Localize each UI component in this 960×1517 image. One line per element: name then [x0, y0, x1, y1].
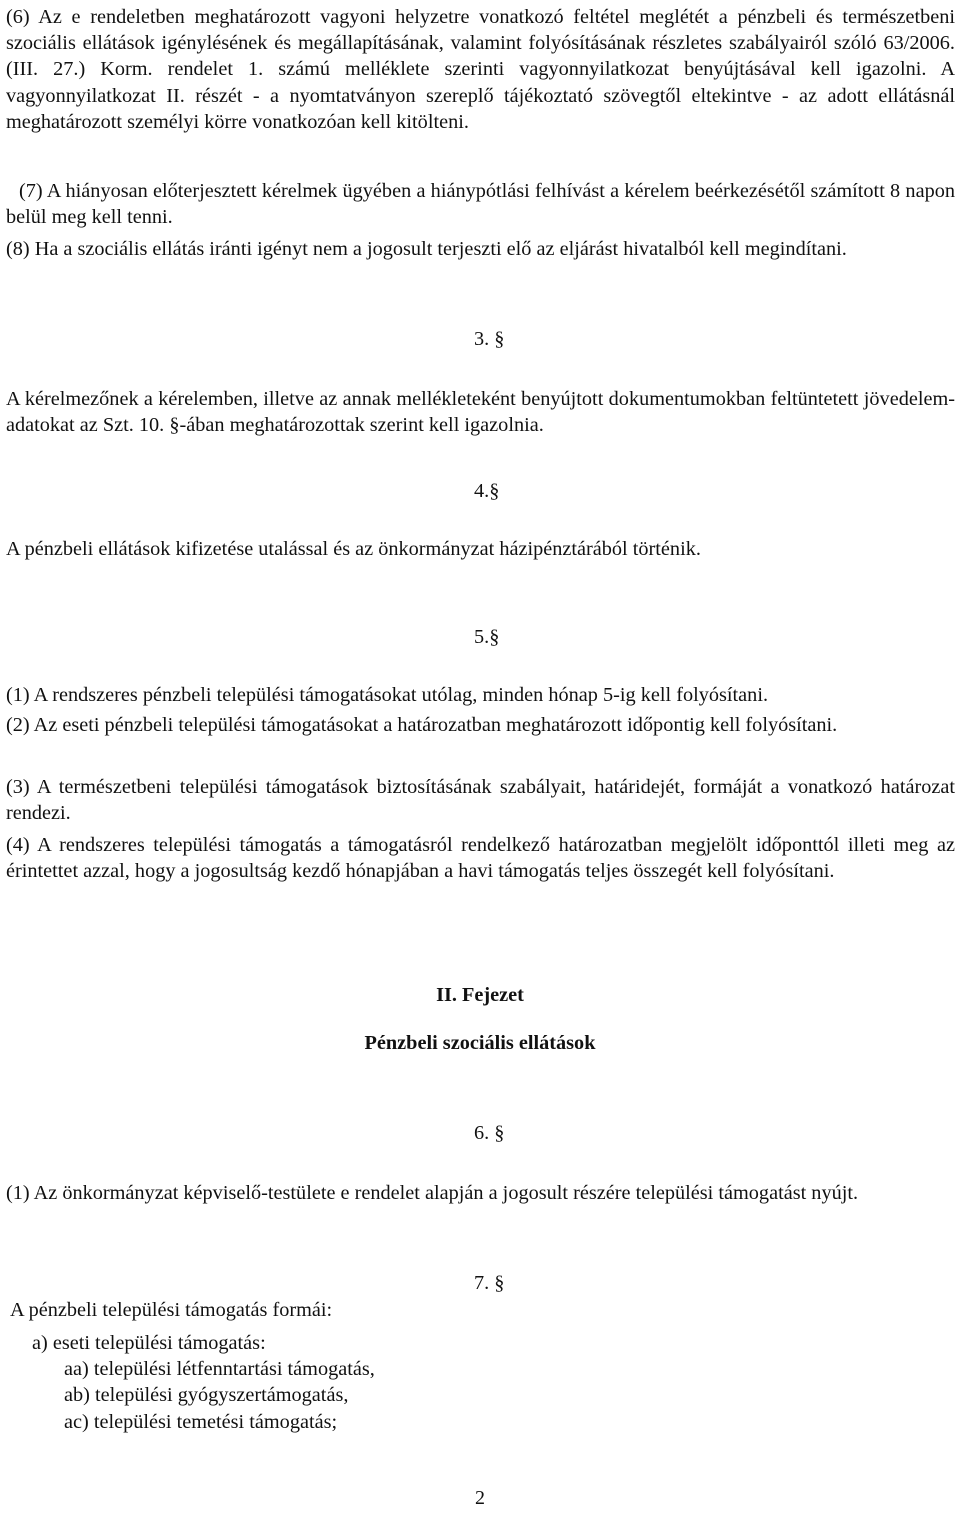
section-6-heading: 6. §: [474, 1122, 505, 1144]
section-4-heading: 4.§: [474, 480, 500, 502]
list-item: ab) települési gyógyszertámogatás,: [64, 1384, 349, 1407]
section-5-paragraph-3: (3) A természetbeni települési támogatások biztosításának szabályait, határidejét, formáját a vonatkozó határozat rendezi.: [6, 776, 955, 825]
list-item: aa) települési létfenntartási támogatás,: [64, 1358, 375, 1381]
section-3-text: A kérelmezőnek a kérelemben, illetve az annak mellékleteként benyújtott dokumentumokban feltüntetett jövedelem-adatokat az Szt. 10. §-ában meghatározottak szerint kell igazolnia.: [6, 388, 955, 437]
section-4-text: A pénzbeli ellátások kifizetése utalással és az önkormányzat házipénztárából történik.: [6, 538, 701, 560]
section-5-paragraph-4: (4) A rendszeres települési támogatás a támogatásról rendelkező határozatban megjelölt időponttól illeti meg az érintettet azzal, hogy a jogosultság kezdő hónapjában a havi támogatás teljes összegét kell folyósítani.: [6, 834, 955, 883]
paragraph-8: (8) Ha a szociális ellátás iránti igényt nem a jogosult terjeszti elő az eljárást hivatalból kell megindítani.: [6, 238, 847, 260]
paragraph-7: (7) A hiányosan előterjesztett kérelmek ügyében a hiánypótlási felhívást a kérelem beérkezésétől számított 8 napon belül meg kell tenni.: [6, 180, 955, 229]
section-7-heading: 7. §: [474, 1272, 505, 1294]
section-5-paragraph-1: (1) A rendszeres pénzbeli települési támogatásokat utólag, minden hónap 5-ig kell folyósítani.: [6, 684, 769, 706]
chapter-number: II. Fejezet: [436, 984, 524, 1006]
support-forms-list: [8, 1330, 375, 1435]
paragraph-6: (6) Az e rendeletben meghatározott vagyoni helyzetre vonatkozó feltétel meglétét a pénzbeli és természetbeni szociális ellátások igénylésének és megállapításának, valamint folyósításának részletes szabályairól szóló 63/2006. (III. 27.) Korm. rendelet 1. számú melléklete szerinti vagyonnyilatkozat benyújtásával kell igazolni. A vagyonnyilatkozat II. részét - a nyomtatványon szereplő tájékoztató szövegtől eltekintve - az adott ellátásnál meghatározott személyi körre vonatkozóan kell kitölteni.: [6, 6, 955, 133]
list-item: a) eseti települési támogatás:: [32, 1332, 266, 1354]
section-6-text: (1) Az önkormányzat képviselő-testülete e rendelet alapján a jogosult részére települési támogatást nyújt.: [6, 1182, 859, 1204]
page-number: 2: [475, 1487, 485, 1509]
chapter-title: Pénzbeli szociális ellátások: [364, 1032, 596, 1054]
section-5-paragraph-2: (2) Az eseti pénzbeli települési támogatásokat a határozatban meghatározott időpontig kell folyósítani.: [6, 714, 838, 736]
section-3-heading: 3. §: [474, 328, 505, 350]
list-item: ac) települési temetési támogatás;: [64, 1410, 338, 1433]
section-7-intro: A pénzbeli települési támogatás formái:: [10, 1299, 333, 1321]
section-5-heading: 5.§: [474, 626, 500, 648]
